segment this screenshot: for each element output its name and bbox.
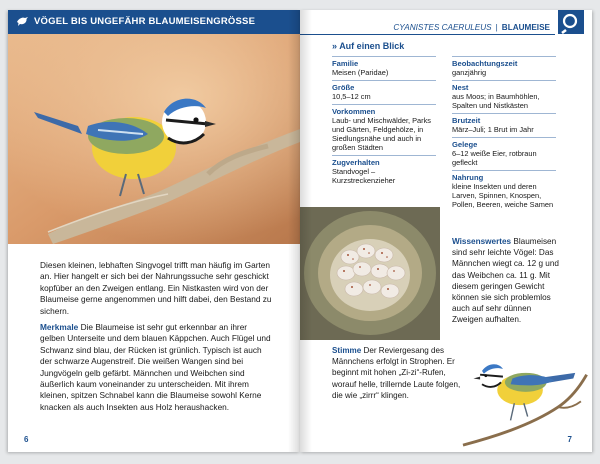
fact-label: Familie: [332, 59, 359, 68]
left-page: [8, 10, 300, 452]
glance-title: Auf einen Blick: [339, 41, 405, 51]
latin-name: CYANISTES CAERULEUS: [393, 23, 492, 32]
fact-nest: [452, 80, 556, 113]
fact-value: Laub- und Mischwälder, Parks und Gärten, Feldgehölze, in Siedlungsnähe und auch in großen Städten: [332, 116, 432, 152]
wissenswertes-label: Wissenswertes: [452, 237, 512, 246]
fact-label: Größe: [332, 83, 355, 92]
stimme-label: Stimme: [332, 346, 362, 355]
left-header-bar: [8, 10, 300, 34]
facts-column-left: [332, 56, 436, 188]
wissenswertes-paragraph: [452, 236, 560, 326]
search-button[interactable]: [558, 10, 584, 34]
fact-value: 6–12 weiße Eier, rotbraun gefleckt: [452, 149, 537, 167]
fact-label: Brutzeit: [452, 116, 481, 125]
fact-zugverhalten: [332, 155, 436, 188]
double-chevron-icon: »: [332, 41, 338, 51]
fact-label: Vorkommen: [332, 107, 376, 116]
fact-gelege: [452, 137, 556, 170]
right-page: [300, 10, 592, 452]
blue-tit-cutout-photo: [450, 350, 592, 447]
fact-brutzeit: [452, 113, 556, 137]
glance-heading: [332, 41, 404, 51]
page-number-left: 6: [24, 435, 29, 444]
fact-label: Gelege: [452, 140, 478, 149]
stimme-text: Der Reviergesang des Männchens erfolgt in Strophen. Er beginnt mit hohen „Zi-zi“-Rufen, worauf helle, trillernde Laute folgen, die wie „zirrr“ klingen.: [332, 346, 461, 400]
fact-nahrung: [452, 170, 556, 212]
right-header: [393, 23, 550, 32]
fact-label: Zugverhalten: [332, 158, 380, 167]
fact-vorkommen: [332, 104, 436, 155]
fact-value: kleine Insekten und deren Larven, Spinnen, Knospen, Pollen, Beeren, weiche Samen: [452, 182, 554, 209]
header-rule: [300, 34, 555, 35]
merkmale-text: Die Blaumeise ist sehr gut erkennbar an ihrer gelben Unterseite und dem blauen Käppchen. Auch Flügel und Schwanz sind blau, der Rücken ist grünlich. Typisch ist auch der schwarze Augenstreif. Die weißen Wangen sind bei Jungvögeln gelb gefärbt. Männchen und Weibchen sind äußerlich kaum voneinander zu unterscheiden. Mit ihrem kleinen, spitzen Schnabel kann die Blaumeise sowohl Kerne knacken als auch Insekten aus Holz heraushacken.: [40, 322, 271, 412]
fact-value: ganzjährig: [452, 68, 487, 77]
fact-label: Beobachtungszeit: [452, 59, 518, 68]
fact-value: aus Moos; in Baumhöhlen, Spalten und Nistkästen: [452, 92, 540, 110]
fact-value: Standvogel – Kurzstreckenzieher: [332, 167, 396, 185]
species-name: BLAUMEISE: [501, 23, 550, 32]
fact-value: Meisen (Paridae): [332, 68, 389, 77]
fact-groesse: [332, 80, 436, 104]
facts-column-right: [452, 56, 556, 212]
intro-paragraph: Diesen kleinen, lebhaften Singvogel trifft man häufig im Garten an. Hier hangelt er sich bei der Nahrungssuche sehr geschickt kopfüber an den Zweigen entlang. Ein Nistkasten wird von der Blaumeise gerne angenommen und hilft dabei, den Bestand zu sichern.: [40, 260, 272, 316]
fact-label: Nahrung: [452, 173, 484, 182]
fact-value: 10,5–12 cm: [332, 92, 371, 101]
merkmale-paragraph: [40, 322, 272, 413]
bird-icon: [16, 15, 30, 27]
fact-familie: [332, 56, 436, 80]
left-header-title: VÖGEL BIS UNGEFÄHR BLAUMEISENGRÖSSE: [34, 16, 256, 27]
fact-beobachtungszeit: [452, 56, 556, 80]
magnifier-icon: [558, 10, 584, 34]
blue-tit-photo: [8, 34, 300, 244]
wissenswertes-text: Blaumeisen sind sehr leichte Vögel: Das Männchen wiegt ca. 12 g und das Weibchen ca. 11 g. Mit diesem geringen Gewicht können sie sich problemlos auch auf sehr dünnen Zweigen aufhalten.: [452, 237, 559, 325]
nest-photo: [300, 207, 440, 340]
merkmale-label: Merkmale: [40, 322, 79, 332]
fact-label: Nest: [452, 83, 469, 92]
fact-value: März–Juli; 1 Brut im Jahr: [452, 125, 534, 134]
page-number-right: 7: [567, 435, 572, 444]
header-separator: |: [495, 23, 498, 32]
